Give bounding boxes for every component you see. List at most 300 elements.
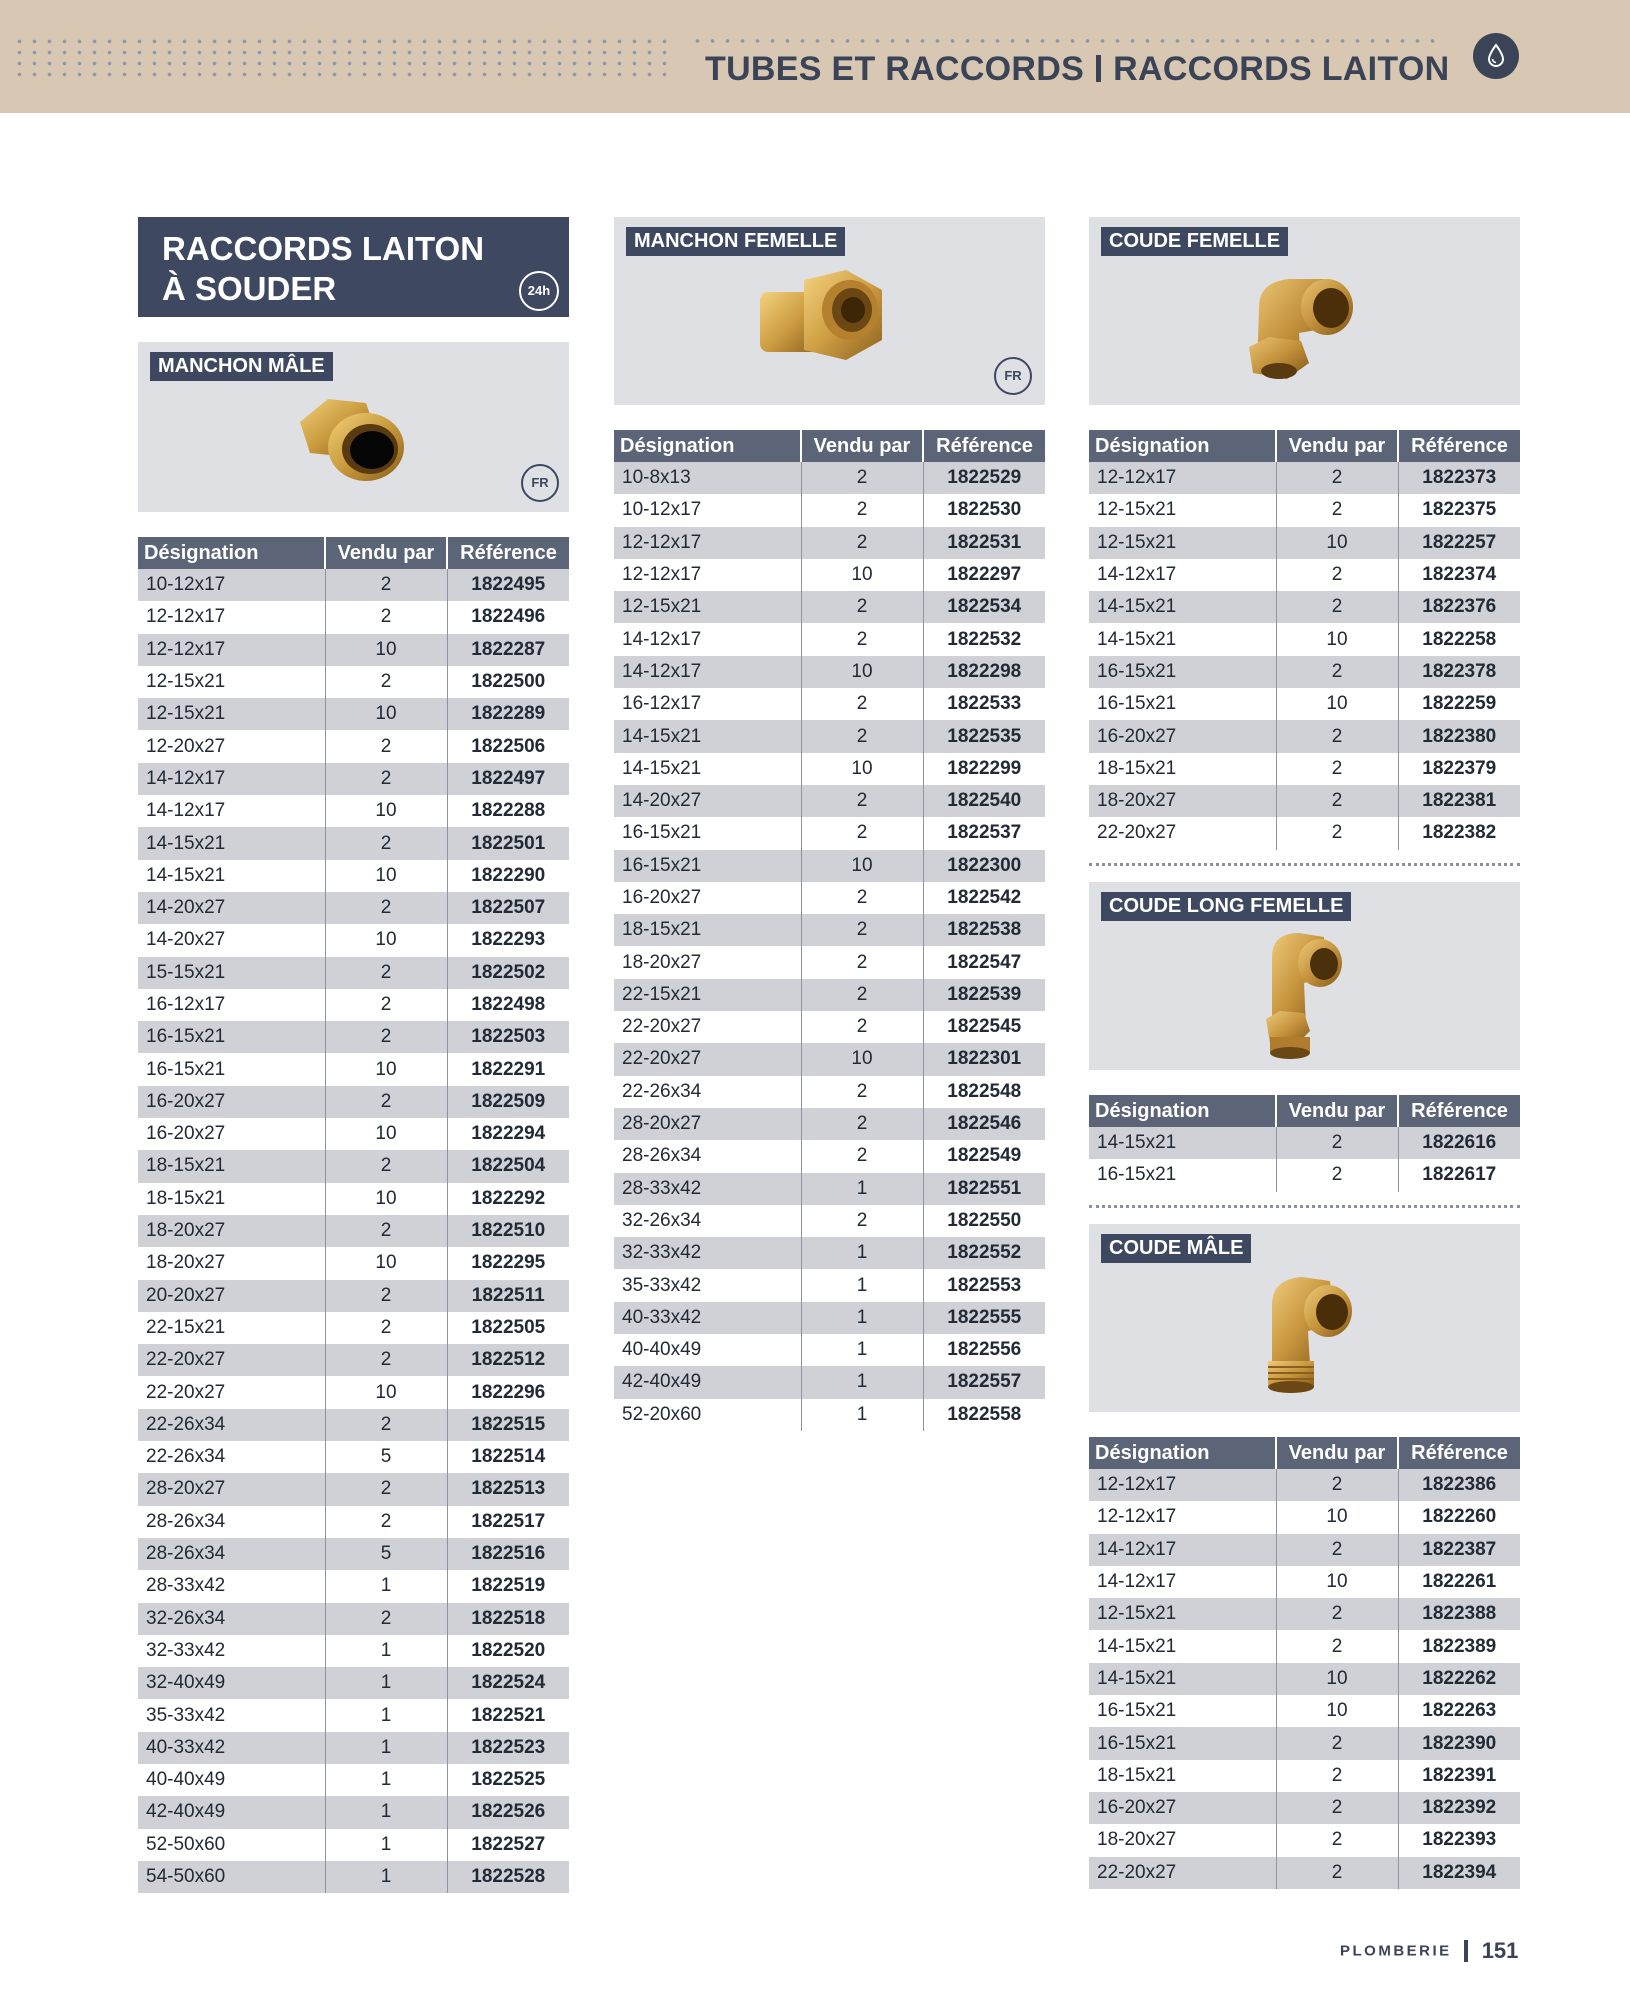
table-row [1089,817,1520,849]
table-row [138,957,569,989]
cell-reference: 1822496 [447,601,569,633]
cell-reference: 1822292 [447,1183,569,1215]
cell-designation: 32-33x42 [138,1635,325,1667]
cell-reference: 1822504 [447,1150,569,1182]
coude-male-image [1254,1269,1364,1399]
table-row [138,1183,569,1215]
cell-designation: 40-40x49 [138,1764,325,1796]
cell-reference: 1822288 [447,795,569,827]
cell-reference: 1822550 [923,1205,1045,1237]
cell-designation: 18-20x27 [614,946,801,978]
cell-vendu-par: 10 [325,634,447,666]
col-reference: Référence [1398,430,1520,462]
cell-designation: 12-12x17 [138,634,325,666]
table-header-row [1089,430,1520,462]
col-designation: Désignation [1089,1095,1276,1127]
cell-vendu-par: 5 [325,1441,447,1473]
table-row [614,462,1045,494]
cell-reference: 1822260 [1398,1501,1520,1533]
cell-vendu-par: 2 [325,730,447,762]
cell-designation: 14-12x17 [138,763,325,795]
cell-designation: 14-20x27 [138,892,325,924]
delivery-24h-badge: 24h [519,271,559,311]
table-row [138,1861,569,1893]
table-row [614,882,1045,914]
cell-reference: 1822296 [447,1376,569,1408]
cell-reference: 1822533 [923,688,1045,720]
cell-designation: 28-33x42 [614,1173,801,1205]
cell-vendu-par: 2 [1276,753,1398,785]
table-row [138,860,569,892]
table-row [1089,462,1520,494]
header-dot-pattern [12,36,672,82]
cell-reference: 1822502 [447,957,569,989]
table-row [614,979,1045,1011]
cell-reference: 1822501 [447,827,569,859]
cell-reference: 1822373 [1398,462,1520,494]
cell-reference: 1822258 [1398,623,1520,655]
cell-designation: 28-20x27 [614,1108,801,1140]
table-row [614,1076,1045,1108]
cell-vendu-par: 2 [801,882,923,914]
col-reference: Référence [447,537,569,569]
col-reference: Référence [1398,1437,1520,1469]
cell-vendu-par: 1 [325,1764,447,1796]
cell-designation: 14-20x27 [614,785,801,817]
cell-reference: 1822389 [1398,1630,1520,1662]
cell-vendu-par: 2 [801,979,923,1011]
cell-vendu-par: 10 [801,1043,923,1075]
coude-femelle-image [1239,267,1369,387]
cell-reference: 1822517 [447,1506,569,1538]
table-header-row [1089,1437,1520,1469]
table-row [138,1699,569,1731]
cell-vendu-par: 10 [1276,1501,1398,1533]
cell-reference: 1822514 [447,1441,569,1473]
cell-reference: 1822545 [923,1011,1045,1043]
table-row [1089,623,1520,655]
cell-vendu-par: 2 [325,989,447,1021]
footer-section-name: PLOMBERIE [1340,1942,1452,1960]
cell-designation: 12-12x17 [1089,1469,1276,1501]
cell-reference: 1822558 [923,1399,1045,1431]
cell-designation: 14-12x17 [1089,1566,1276,1598]
cell-vendu-par: 1 [801,1334,923,1366]
cell-designation: 16-12x17 [614,688,801,720]
cell-vendu-par: 2 [325,1086,447,1118]
cell-vendu-par: 2 [1276,785,1398,817]
cell-designation: 14-15x21 [1089,1127,1276,1159]
table-row [1089,688,1520,720]
cell-vendu-par: 10 [801,559,923,591]
cell-vendu-par: 10 [325,1376,447,1408]
table-row [138,1086,569,1118]
cell-vendu-par: 1 [801,1366,923,1398]
cell-reference: 1822548 [923,1076,1045,1108]
cell-designation: 35-33x42 [614,1269,801,1301]
col-vendu-par: Vendu par [1276,1437,1398,1469]
cell-vendu-par: 2 [1276,1824,1398,1856]
cell-designation: 12-12x17 [614,559,801,591]
cell-designation: 22-20x27 [1089,1857,1276,1889]
cell-reference: 1822301 [923,1043,1045,1075]
table-row [614,753,1045,785]
table-header-row [1089,1095,1520,1127]
cell-vendu-par: 2 [1276,1857,1398,1889]
table-row [614,1011,1045,1043]
cell-vendu-par: 2 [325,1150,447,1182]
col-vendu-par: Vendu par [801,430,923,462]
col-vendu-par: Vendu par [1276,430,1398,462]
table-row [614,623,1045,655]
cell-vendu-par: 2 [801,817,923,849]
cell-reference: 1822388 [1398,1598,1520,1630]
cell-reference: 1822287 [447,634,569,666]
cell-reference: 1822523 [447,1732,569,1764]
table-row [1089,1727,1520,1759]
cell-vendu-par: 2 [325,957,447,989]
cell-designation: 18-15x21 [138,1150,325,1182]
cell-reference: 1822393 [1398,1824,1520,1856]
cell-vendu-par: 2 [1276,720,1398,752]
cell-reference: 1822262 [1398,1663,1520,1695]
cell-reference: 1822519 [447,1570,569,1602]
cell-designation: 14-20x27 [138,924,325,956]
cell-designation: 16-15x21 [1089,1159,1276,1191]
table-row [138,827,569,859]
cell-designation: 12-12x17 [138,601,325,633]
cell-vendu-par: 2 [801,1076,923,1108]
cell-reference: 1822534 [923,591,1045,623]
cell-vendu-par: 2 [1276,1534,1398,1566]
table-row [614,559,1045,591]
cell-vendu-par: 2 [801,1205,923,1237]
cell-vendu-par: 1 [325,1667,447,1699]
cell-designation: 18-15x21 [138,1183,325,1215]
table-row [614,1043,1045,1075]
product-card-coude-long-femelle [1089,882,1520,1070]
table-row [138,1667,569,1699]
cell-vendu-par: 2 [1276,494,1398,526]
cell-designation: 18-20x27 [138,1247,325,1279]
cell-designation: 12-12x17 [1089,462,1276,494]
cell-reference: 1822556 [923,1334,1045,1366]
cell-reference: 1822261 [1398,1566,1520,1598]
cell-vendu-par: 2 [801,494,923,526]
cell-vendu-par: 1 [801,1302,923,1334]
table-row [138,730,569,762]
cell-vendu-par: 2 [801,1108,923,1140]
table-row [138,989,569,1021]
cell-vendu-par: 2 [801,527,923,559]
cell-vendu-par: 2 [1276,1792,1398,1824]
table-row [138,1215,569,1247]
cell-designation: 42-40x49 [138,1796,325,1828]
cell-designation: 16-15x21 [614,850,801,882]
table-row [138,1118,569,1150]
origin-fr-badge: FR [521,464,559,502]
cell-designation: 40-33x42 [614,1302,801,1334]
cell-reference: 1822391 [1398,1760,1520,1792]
cell-reference: 1822381 [1398,785,1520,817]
table-row [1089,1598,1520,1630]
cell-designation: 14-15x21 [1089,591,1276,623]
cell-reference: 1822542 [923,882,1045,914]
cell-designation: 22-20x27 [138,1344,325,1376]
cell-designation: 16-20x27 [138,1118,325,1150]
table-row [614,1399,1045,1431]
cell-designation: 16-15x21 [1089,1695,1276,1727]
section-title-line2: À SOUDER [162,270,337,307]
cell-designation: 12-12x17 [1089,1501,1276,1533]
cell-vendu-par: 2 [801,1140,923,1172]
table-row [614,688,1045,720]
cell-vendu-par: 2 [325,569,447,601]
table-row [1089,1469,1520,1501]
table-row [1089,527,1520,559]
water-drop-icon [1473,33,1519,79]
cell-vendu-par: 2 [1276,559,1398,591]
table-row [1089,1857,1520,1889]
cell-vendu-par: 1 [325,1570,447,1602]
cell-reference: 1822537 [923,817,1045,849]
table-row [138,1473,569,1505]
table-row [138,1344,569,1376]
table-coude-femelle [1089,430,1520,850]
cell-vendu-par: 1 [801,1237,923,1269]
product-card-manchon-male [138,342,569,512]
cell-reference: 1822518 [447,1603,569,1635]
cell-vendu-par: 2 [1276,1598,1398,1630]
table-row [138,1764,569,1796]
cell-designation: 22-20x27 [138,1376,325,1408]
cell-vendu-par: 1 [325,1796,447,1828]
table-row [138,1280,569,1312]
cell-reference: 1822540 [923,785,1045,817]
cell-vendu-par: 2 [325,1506,447,1538]
cell-reference: 1822390 [1398,1727,1520,1759]
cell-designation: 10-8x13 [614,462,801,494]
cell-reference: 1822509 [447,1086,569,1118]
cell-vendu-par: 10 [325,1053,447,1085]
cell-vendu-par: 2 [1276,1630,1398,1662]
cell-reference: 1822289 [447,698,569,730]
cell-reference: 1822382 [1398,817,1520,849]
table-row [138,601,569,633]
cell-vendu-par: 1 [325,1861,447,1893]
cell-designation: 18-15x21 [614,914,801,946]
product-label: MANCHON MÂLE [150,352,333,381]
table-row [1089,656,1520,688]
table-header-row [138,537,569,569]
cell-designation: 16-20x27 [138,1086,325,1118]
table-row [138,1732,569,1764]
cell-designation: 18-20x27 [1089,1824,1276,1856]
cell-reference: 1822380 [1398,720,1520,752]
cell-designation: 16-20x27 [1089,1792,1276,1824]
cell-vendu-par: 2 [801,591,923,623]
cell-vendu-par: 1 [325,1635,447,1667]
cell-reference: 1822299 [923,753,1045,785]
cell-designation: 12-15x21 [614,591,801,623]
cell-vendu-par: 10 [1276,688,1398,720]
cell-reference: 1822529 [923,462,1045,494]
cell-reference: 1822513 [447,1473,569,1505]
cell-designation: 40-40x49 [614,1334,801,1366]
table-row [138,666,569,698]
table-row [138,924,569,956]
cell-reference: 1822298 [923,656,1045,688]
col-designation: Désignation [614,430,801,462]
cell-reference: 1822394 [1398,1857,1520,1889]
cell-reference: 1822387 [1398,1534,1520,1566]
table-row [1089,494,1520,526]
table-row [138,1053,569,1085]
table-header-row [614,430,1045,462]
cell-reference: 1822530 [923,494,1045,526]
cell-reference: 1822546 [923,1108,1045,1140]
cell-reference: 1822525 [447,1764,569,1796]
section-divider [1089,863,1520,866]
table-row [138,1796,569,1828]
cell-designation: 42-40x49 [614,1366,801,1398]
section-title-line1: RACCORDS LAITON [162,230,485,267]
table-row [1089,1792,1520,1824]
table-row [614,494,1045,526]
cell-vendu-par: 2 [801,914,923,946]
cell-reference: 1822263 [1398,1695,1520,1727]
cell-reference: 1822532 [923,623,1045,655]
cell-vendu-par: 10 [325,924,447,956]
table-row [1089,559,1520,591]
cell-designation: 14-12x17 [138,795,325,827]
table-row [1089,1501,1520,1533]
cell-vendu-par: 5 [325,1538,447,1570]
cell-reference: 1822392 [1398,1792,1520,1824]
cell-designation: 52-50x60 [138,1829,325,1861]
cell-vendu-par: 2 [801,623,923,655]
cell-reference: 1822527 [447,1829,569,1861]
table-row [1089,753,1520,785]
cell-designation: 22-26x34 [614,1076,801,1108]
cell-designation: 18-20x27 [138,1215,325,1247]
cell-designation: 14-15x21 [1089,1630,1276,1662]
table-row [138,1829,569,1861]
cell-reference: 1822553 [923,1269,1045,1301]
cell-vendu-par: 2 [1276,591,1398,623]
cell-reference: 1822510 [447,1215,569,1247]
cell-designation: 16-20x27 [1089,720,1276,752]
cell-vendu-par: 10 [325,1183,447,1215]
cell-designation: 14-15x21 [1089,1663,1276,1695]
cell-reference: 1822516 [447,1538,569,1570]
product-card-coude-femelle [1089,217,1520,405]
cell-designation: 14-12x17 [1089,559,1276,591]
cell-designation: 10-12x17 [614,494,801,526]
cell-reference: 1822507 [447,892,569,924]
cell-reference: 1822290 [447,860,569,892]
cell-reference: 1822375 [1398,494,1520,526]
cell-vendu-par: 2 [325,1280,447,1312]
table-coude-male [1089,1437,1520,1889]
cell-vendu-par: 2 [1276,1727,1398,1759]
cell-designation: 14-15x21 [614,720,801,752]
cell-reference: 1822557 [923,1366,1045,1398]
cell-vendu-par: 2 [1276,817,1398,849]
cell-designation: 16-12x17 [138,989,325,1021]
cell-vendu-par: 2 [1276,1159,1398,1191]
cell-reference: 1822535 [923,720,1045,752]
cell-vendu-par: 2 [801,1011,923,1043]
col-designation: Désignation [1089,430,1276,462]
table-row [614,720,1045,752]
table-row [1089,1127,1520,1159]
cell-reference: 1822617 [1398,1159,1520,1191]
cell-reference: 1822515 [447,1409,569,1441]
table-row [138,698,569,730]
cell-vendu-par: 2 [801,688,923,720]
cell-vendu-par: 2 [325,1021,447,1053]
cell-vendu-par: 10 [325,1247,447,1279]
footer-separator [1464,1940,1468,1962]
header-title-left: TUBES ET RACCORDS [705,50,1085,88]
coude-long-femelle-image [1254,927,1354,1067]
cell-vendu-par: 2 [325,892,447,924]
cell-reference: 1822495 [447,569,569,601]
cell-vendu-par: 2 [801,946,923,978]
cell-designation: 32-40x49 [138,1667,325,1699]
cell-reference: 1822511 [447,1280,569,1312]
cell-reference: 1822291 [447,1053,569,1085]
table-row [614,946,1045,978]
cell-reference: 1822297 [923,559,1045,591]
cell-vendu-par: 10 [801,753,923,785]
cell-reference: 1822498 [447,989,569,1021]
cell-vendu-par: 10 [1276,1695,1398,1727]
cell-vendu-par: 10 [325,795,447,827]
cell-reference: 1822512 [447,1344,569,1376]
table-row [138,1506,569,1538]
table-row [614,817,1045,849]
cell-vendu-par: 2 [801,785,923,817]
cell-designation: 22-20x27 [614,1043,801,1075]
cell-vendu-par: 1 [801,1269,923,1301]
col-designation: Désignation [1089,1437,1276,1469]
cell-vendu-par: 2 [325,1344,447,1376]
table-row [138,1376,569,1408]
cell-vendu-par: 10 [1276,1663,1398,1695]
cell-designation: 14-15x21 [138,827,325,859]
table-row [614,591,1045,623]
cell-designation: 32-26x34 [138,1603,325,1635]
product-label: COUDE FEMELLE [1101,227,1288,256]
cell-vendu-par: 2 [325,1215,447,1247]
cell-reference: 1822520 [447,1635,569,1667]
cell-vendu-par: 2 [325,827,447,859]
cell-reference: 1822528 [447,1861,569,1893]
table-row [614,1140,1045,1172]
cell-designation: 18-15x21 [1089,753,1276,785]
table-row [138,1603,569,1635]
cell-vendu-par: 2 [325,1312,447,1344]
origin-fr-badge: FR [994,357,1032,395]
cell-designation: 54-50x60 [138,1861,325,1893]
cell-vendu-par: 2 [1276,1469,1398,1501]
product-label: COUDE MÂLE [1101,1234,1251,1263]
cell-reference: 1822526 [447,1796,569,1828]
table-row [614,1269,1045,1301]
table-row [614,527,1045,559]
